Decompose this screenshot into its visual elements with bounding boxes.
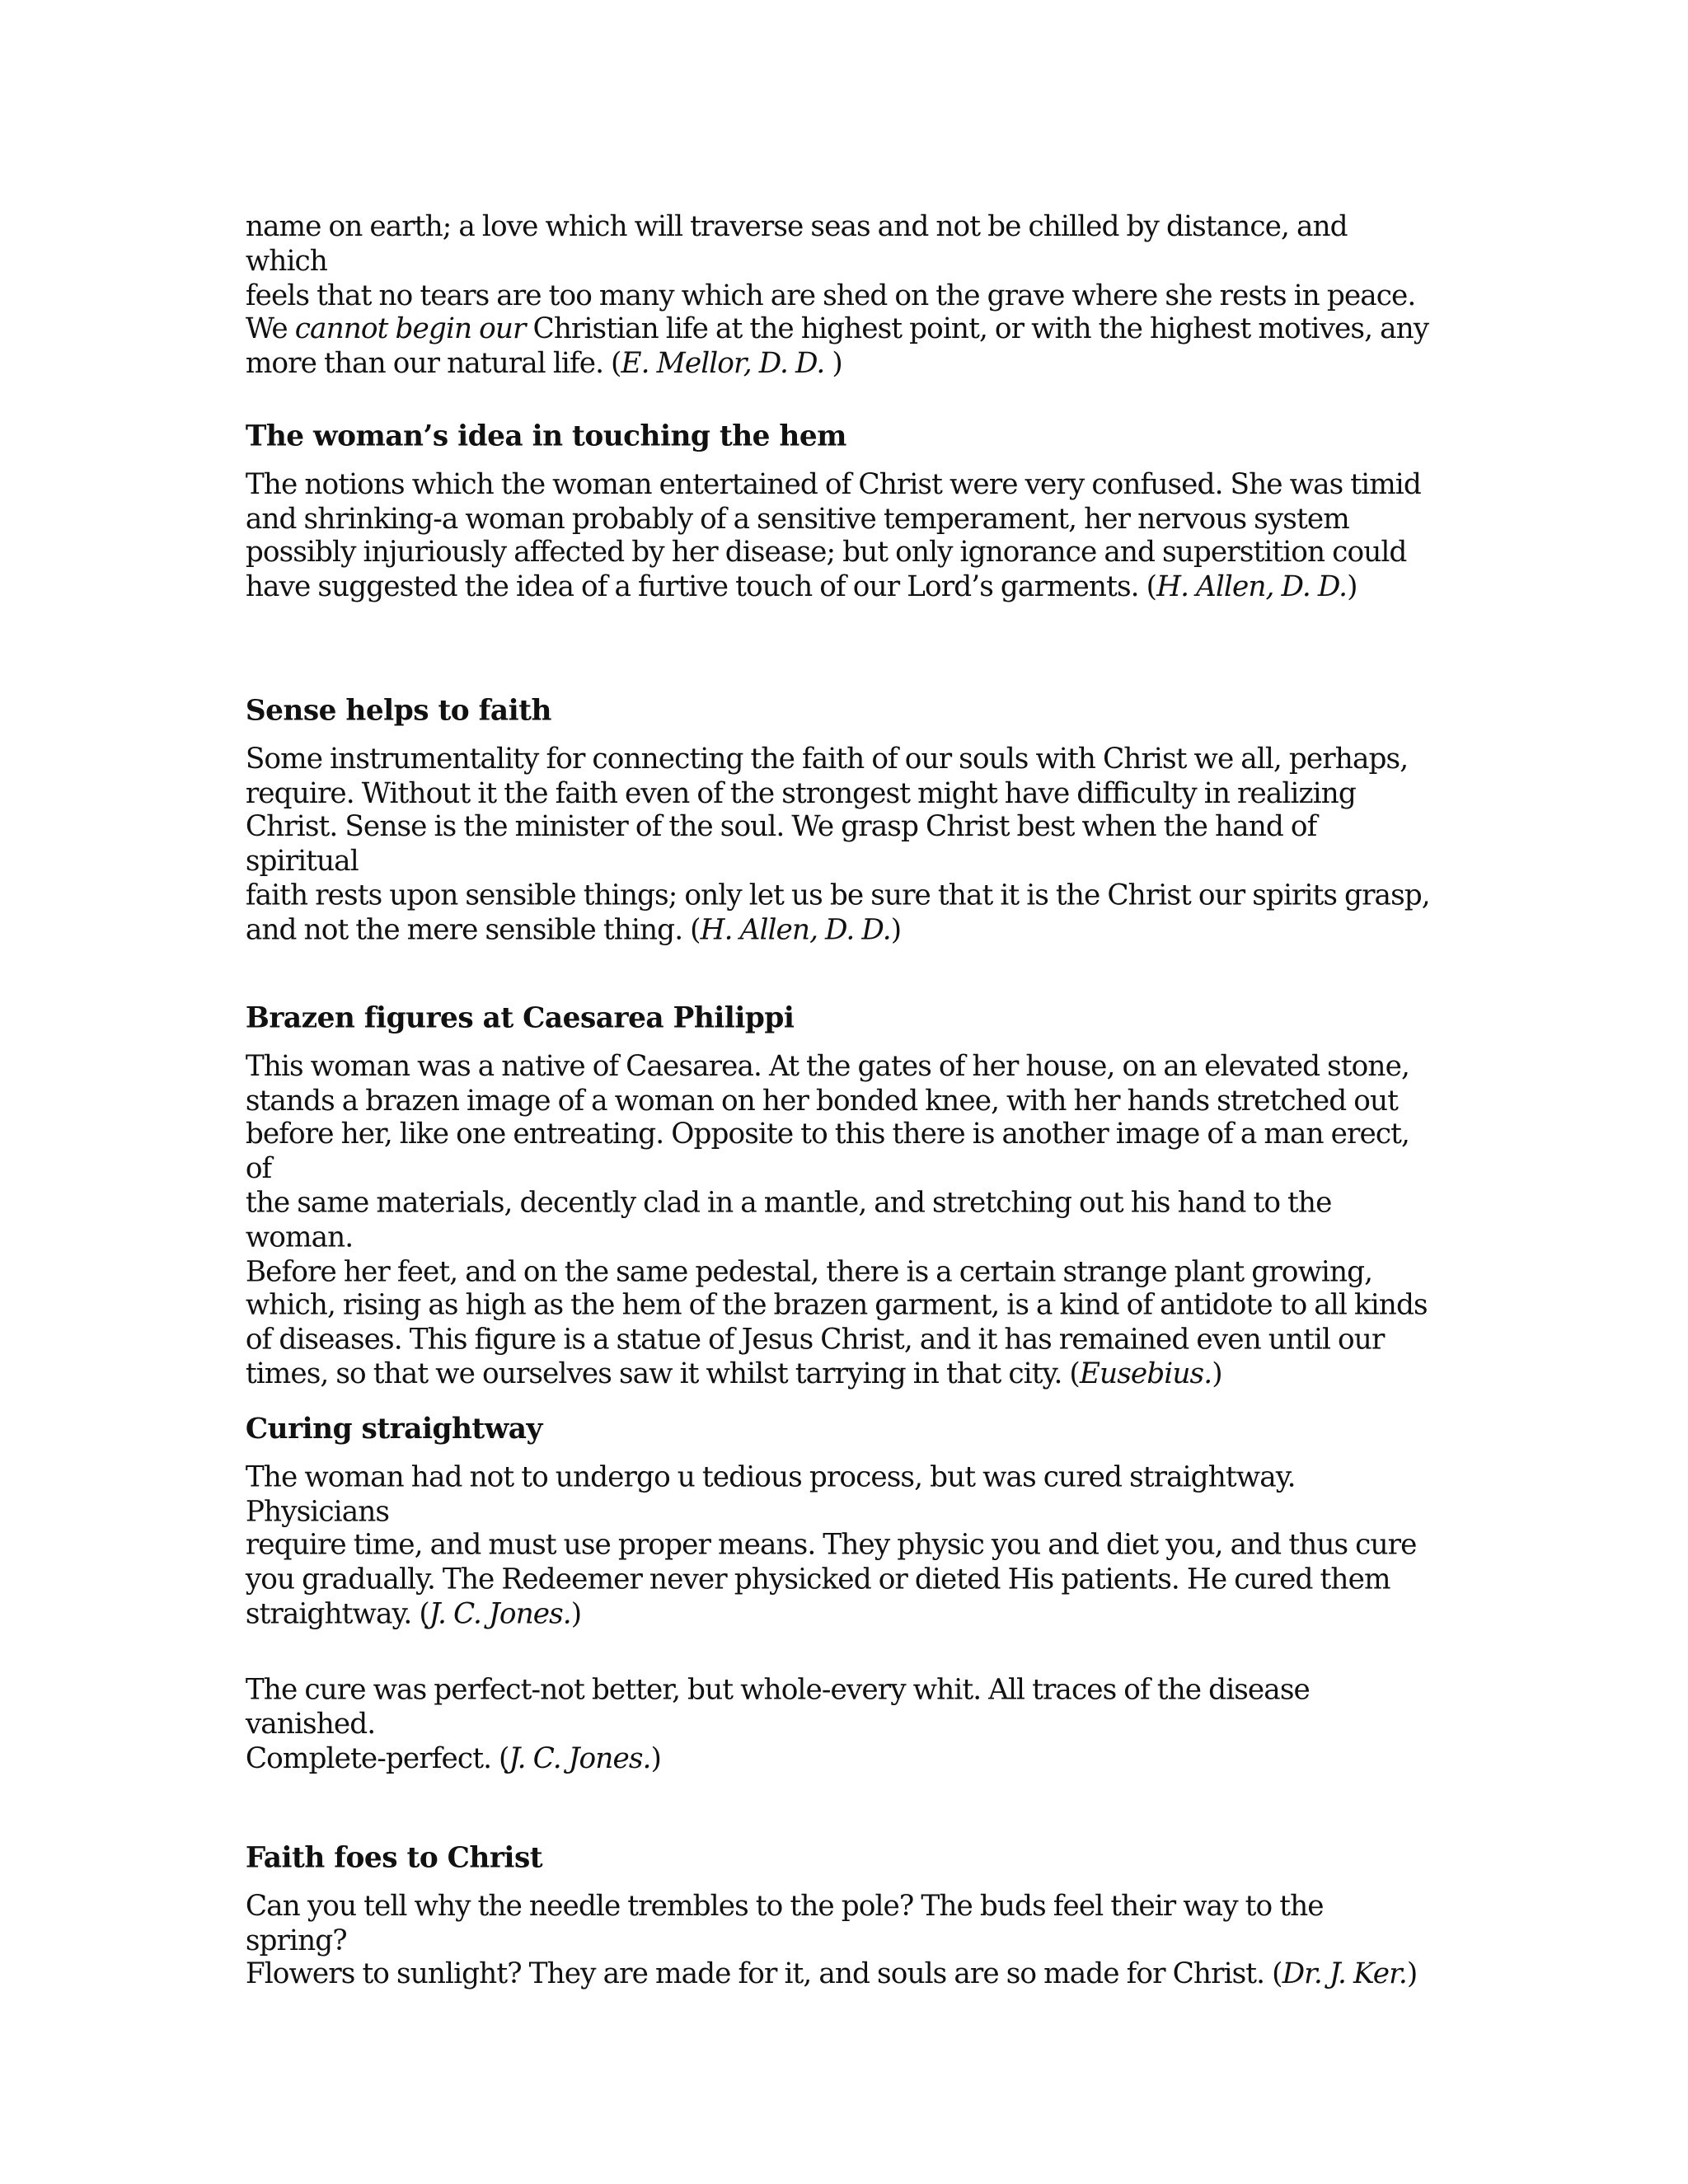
paragraph-line: before her, like one entreating. Opposite to this there is another image of a man erect, of xyxy=(245,1117,1418,1185)
section-cure-perfect xyxy=(246,1673,1432,1775)
section-womans-idea xyxy=(246,419,1432,604)
section-sense-helps xyxy=(246,694,1432,947)
citation: Eusebius. xyxy=(1079,1357,1212,1390)
citation-close: ) xyxy=(1347,569,1357,603)
citation-close: ) xyxy=(890,912,902,946)
citation: H. Allen, D. D. xyxy=(700,912,891,946)
paragraph-last-line: Complete-perfect. ( xyxy=(245,1741,509,1774)
intro-block xyxy=(246,196,1432,381)
section-heading: Brazen figures at Caesarea Philippi xyxy=(245,1001,795,1034)
section-brazen-figures xyxy=(246,1001,1432,1391)
paragraph-line: This woman was a native of Caesarea. At the gates of her house, on an elevated stone, xyxy=(245,1048,1409,1083)
section-heading: Sense helps to faith xyxy=(245,693,551,727)
section-heading: Faith foes to Christ xyxy=(245,1840,543,1874)
paragraph-line: The notions which the woman entertained of Christ were very confused. She was timid xyxy=(245,466,1421,501)
paragraph-line: the same materials, decently clad in a mantle, and stretching out his hand to the woman. xyxy=(245,1185,1339,1254)
section-paragraph xyxy=(246,742,1432,947)
section-heading: The woman’s idea in touching the hem xyxy=(245,419,846,452)
paragraph-line: of diseases. This figure is a statue of Jesus Christ, and it has remained even until our xyxy=(245,1322,1385,1357)
section-faith-foes xyxy=(246,1841,1432,1992)
citation: H. Allen, D. D. xyxy=(1156,569,1348,603)
paragraph-line: Some instrumentality for connecting the faith of our souls with Christ we all, perhaps, xyxy=(245,741,1409,775)
intro-line-4-start: more than our natural life. ( xyxy=(245,346,621,380)
section-paragraph xyxy=(246,1889,1432,1991)
paragraph-last-line: straightway. ( xyxy=(245,1596,429,1630)
intro-citation: E. Mellor, D. D. xyxy=(621,346,825,380)
paragraph-line: The cure was perfect-not better, but whole-every whit. All traces of the disease vanished. xyxy=(245,1672,1317,1741)
intro-line: name on earth; a love which will traverse seas and not be chilled by distance, and which xyxy=(245,209,1355,277)
intro-line: feels that no tears are too many which are shed on the grave where she rests in peace. xyxy=(245,278,1416,312)
paragraph-line: you gradually. The Redeemer never physicked or dieted His patients. He cured them xyxy=(245,1563,1390,1596)
section-heading: Curing straightway xyxy=(245,1412,542,1446)
paragraph-line: faith rests upon sensible things; only let us be sure that it is the Christ our spirits grasp, xyxy=(245,878,1430,912)
citation-close: ) xyxy=(650,1741,661,1774)
section-paragraph xyxy=(246,467,1432,604)
citation: J. C. Jones. xyxy=(429,1596,571,1630)
paragraph-line: Christ. Sense is the minister of the soul. We grasp Christ best when the hand of spiritual xyxy=(245,809,1325,878)
intro-line-3-end: Christian life at the highest point, or with the highest motives, any xyxy=(525,312,1429,345)
paragraph-last-line: Flowers to sunlight? They are made for it, and souls are so made for Christ. ( xyxy=(245,1957,1282,1991)
intro-emphasis: cannot begin our xyxy=(294,312,526,345)
citation-close: ) xyxy=(1406,1957,1418,1991)
paragraph-line: which, rising as high as the hem of the brazen garment, is a kind of antidote to all kinds xyxy=(245,1288,1428,1322)
paragraph-last-line: times, so that we ourselves saw it whilst tarrying in that city. ( xyxy=(245,1357,1080,1390)
intro-paragraph xyxy=(246,209,1432,380)
intro-line-4-end: ) xyxy=(824,346,842,380)
paragraph-line: require. Without it the faith even of the strongest might have difficulty in realizing xyxy=(245,776,1356,809)
paragraph-line: Can you tell why the needle trembles to the pole? The buds feel their way to the spring? xyxy=(245,1888,1331,1957)
citation: J. C. Jones. xyxy=(509,1741,651,1774)
section-paragraph xyxy=(246,1049,1432,1391)
paragraph-line: stands a brazen image of a woman on her bonded knee, with her hands stretched out xyxy=(245,1083,1399,1117)
section-curing-straightway xyxy=(246,1412,1432,1631)
paragraph-last-line: have suggested the idea of a furtive touch of our Lord’s garments. ( xyxy=(245,569,1157,603)
paragraph-line: and shrinking-a woman probably of a sensitive temperament, her nervous system xyxy=(245,501,1349,535)
paragraph-last-line: and not the mere sensible thing. ( xyxy=(245,912,701,946)
paragraph-line: Before her feet, and on the same pedestal, there is a certain strange plant growing, xyxy=(245,1254,1373,1288)
citation-close: ) xyxy=(570,1596,582,1630)
paragraph-line: require time, and must use proper means. They physic you and diet you, and thus cure xyxy=(245,1528,1417,1562)
paragraph-line: The woman had not to undergo u tedious process, but was cured straightway. Physicians xyxy=(245,1460,1303,1528)
citation: Dr. J. Ker. xyxy=(1282,1957,1407,1991)
citation-close: ) xyxy=(1212,1357,1222,1390)
paragraph-line: possibly injuriously affected by her disease; but only ignorance and superstition could xyxy=(245,535,1407,569)
intro-line-3-start: We xyxy=(245,312,295,345)
section-paragraph xyxy=(246,1460,1432,1631)
section-paragraph xyxy=(246,1673,1432,1775)
